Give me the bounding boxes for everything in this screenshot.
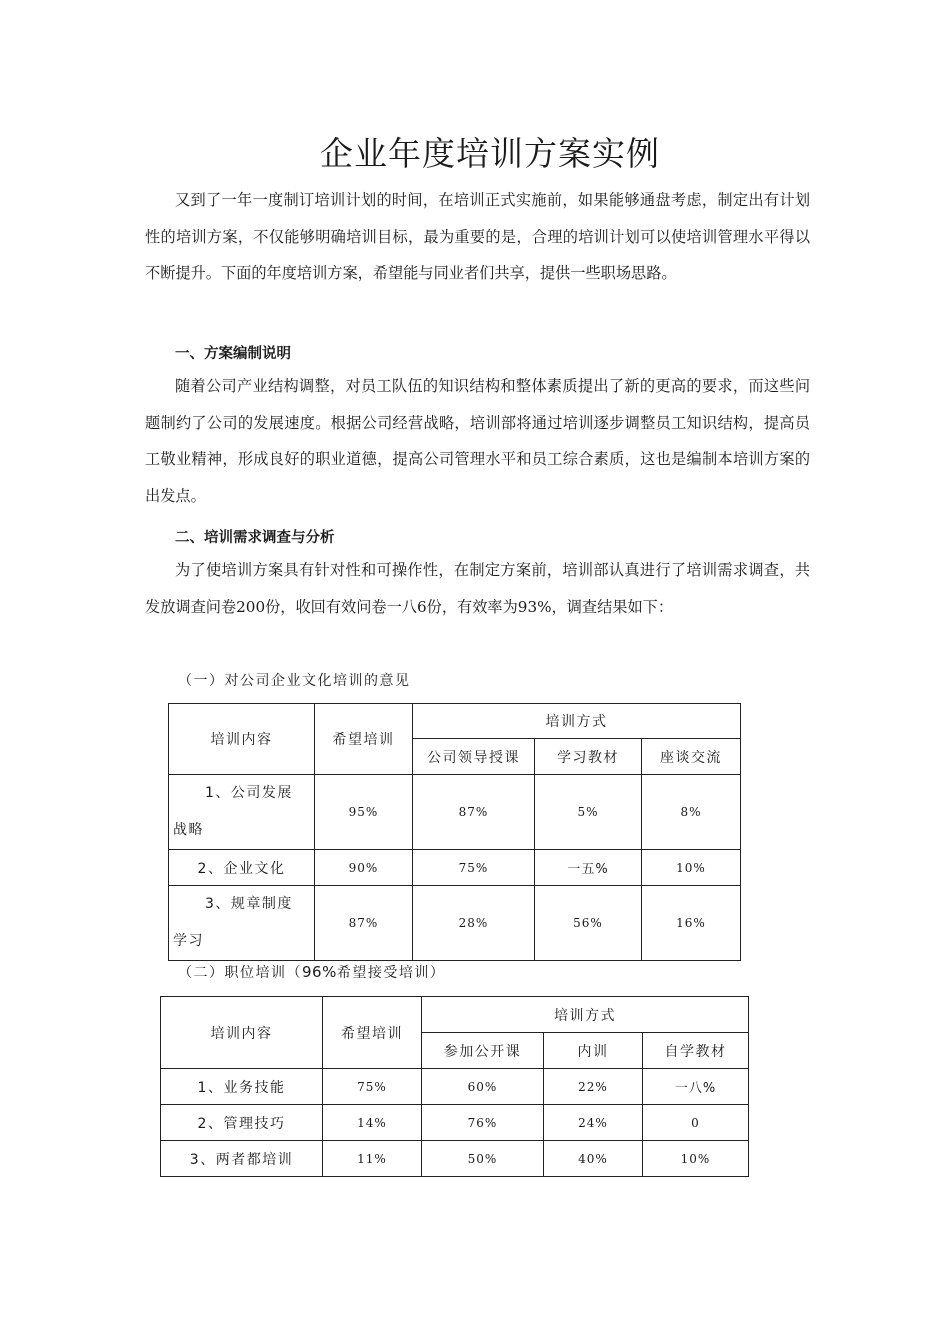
table-row xyxy=(161,1105,749,1141)
table-row xyxy=(161,1069,749,1105)
row-label: 2、管理技巧 xyxy=(161,1105,323,1141)
intro-line: 培训管理水平得以不断提升。下面的年度培训方案，希望能与同业者们共享，提供一些职 xyxy=(145,227,811,282)
row-label xyxy=(169,775,315,850)
cell-value: 16% xyxy=(642,886,741,961)
intro-paragraph xyxy=(145,182,810,292)
table2-caption xyxy=(178,962,445,982)
row-label-line: 学习 xyxy=(173,933,204,949)
row-label: 3、两者都培训 xyxy=(161,1141,323,1177)
table2-caption-post: 希望接受培训） xyxy=(336,965,446,981)
page-title: 企业年度培训方案实例 xyxy=(320,134,660,173)
section2-paragraph xyxy=(145,552,810,625)
table-header-row xyxy=(169,704,741,739)
table-row xyxy=(169,775,741,850)
intro-line: 场思路。 xyxy=(615,264,677,282)
cell-hope: 95% xyxy=(315,775,413,850)
method-1: 公司领导授课 xyxy=(413,739,535,775)
cell-value: 87% xyxy=(413,775,535,850)
table2-caption-pct: 96% xyxy=(302,963,337,981)
section1-line: 知识结构，提高员工敬业精神，形成良好的职业道德，提高公司管理水平和员工综合素质， xyxy=(145,413,811,468)
table-row xyxy=(169,850,741,886)
header-content: 培训内容 xyxy=(169,704,315,775)
section2-line: 调查，共发放调查问卷200份，收回有效问卷一八6份，有效率为93%，调查结果如下： xyxy=(145,561,811,616)
cell-value: 24% xyxy=(544,1105,643,1141)
cell-value: 56% xyxy=(535,886,642,961)
method-1: 参加公开课 xyxy=(422,1033,544,1069)
cell-value: 10% xyxy=(642,850,741,886)
cell-value: 10% xyxy=(643,1141,749,1177)
section1-heading: 一、方案编制说明 xyxy=(175,346,291,362)
header-method: 培训方式 xyxy=(422,997,749,1033)
cell-hope: 90% xyxy=(315,850,413,886)
table2 xyxy=(160,996,749,1177)
section1-line: 这也是编制本培训方案的出发点。 xyxy=(145,450,811,505)
section1-line: 而这些问题制约了公司的发展速度。根据公司经营战略，培训部将通过培训逐步调整员工 xyxy=(145,377,811,432)
cell-hope: 75% xyxy=(323,1069,422,1105)
table-row xyxy=(161,1141,749,1177)
cell-value: 一八% xyxy=(643,1069,749,1105)
section1-paragraph xyxy=(145,368,810,514)
cell-hope: 14% xyxy=(323,1105,422,1141)
cell-value: 8% xyxy=(642,775,741,850)
cell-value: 60% xyxy=(422,1069,544,1105)
header-hope: 希望培训 xyxy=(323,997,422,1069)
row-label-line: 战略 xyxy=(173,822,204,838)
table-row xyxy=(169,886,741,961)
table2-caption-pre: （二）职位培训（ xyxy=(178,965,302,981)
header-hope: 希望培训 xyxy=(315,704,413,775)
method-3: 自学教材 xyxy=(643,1033,749,1069)
method-2: 内训 xyxy=(544,1033,643,1069)
header-content: 培训内容 xyxy=(161,997,323,1069)
cell-value: 一五% xyxy=(535,850,642,886)
cell-hope: 87% xyxy=(315,886,413,961)
section1-line: 随着公司产业结构调整，对员工队伍的知识结构和整体素质提出了新的更高的要求， xyxy=(175,377,749,395)
row-label: 1、业务技能 xyxy=(161,1069,323,1105)
intro-line: 出有计划性的培训方案，不仅能够明确培训目标，最为重要的是，合理的培训计划可以使 xyxy=(145,191,811,246)
header-method: 培训方式 xyxy=(413,704,741,739)
cell-value: 50% xyxy=(422,1141,544,1177)
cell-value: 28% xyxy=(413,886,535,961)
cell-value: 5% xyxy=(535,775,642,850)
cell-value: 75% xyxy=(413,850,535,886)
table-header-row xyxy=(161,997,749,1033)
method-2: 学习教材 xyxy=(535,739,642,775)
row-label: 2、企业文化 xyxy=(169,850,315,886)
table1-caption: （一）对公司企业文化培训的意见 xyxy=(178,673,411,689)
section2-heading: 二、培训需求调查与分析 xyxy=(175,530,335,546)
intro-line: 又到了一年一度制订培训计划的时间，在培训正式实施前，如果能够通盘考虑，制定 xyxy=(175,191,749,209)
table1 xyxy=(168,703,741,961)
section2-line: 为了使培训方案具有针对性和可操作性，在制定方案前，培训部认真进行了培训需求 xyxy=(175,561,749,579)
cell-hope: 11% xyxy=(323,1141,422,1177)
row-label-line: 3、规章制度 xyxy=(205,896,293,912)
row-label-line: 1、公司发展 xyxy=(205,785,293,801)
cell-value: 22% xyxy=(544,1069,643,1105)
method-3: 座谈交流 xyxy=(642,739,741,775)
cell-value: 76% xyxy=(422,1105,544,1141)
cell-value: 0 xyxy=(643,1105,749,1141)
cell-value: 40% xyxy=(544,1141,643,1177)
row-label xyxy=(169,886,315,961)
